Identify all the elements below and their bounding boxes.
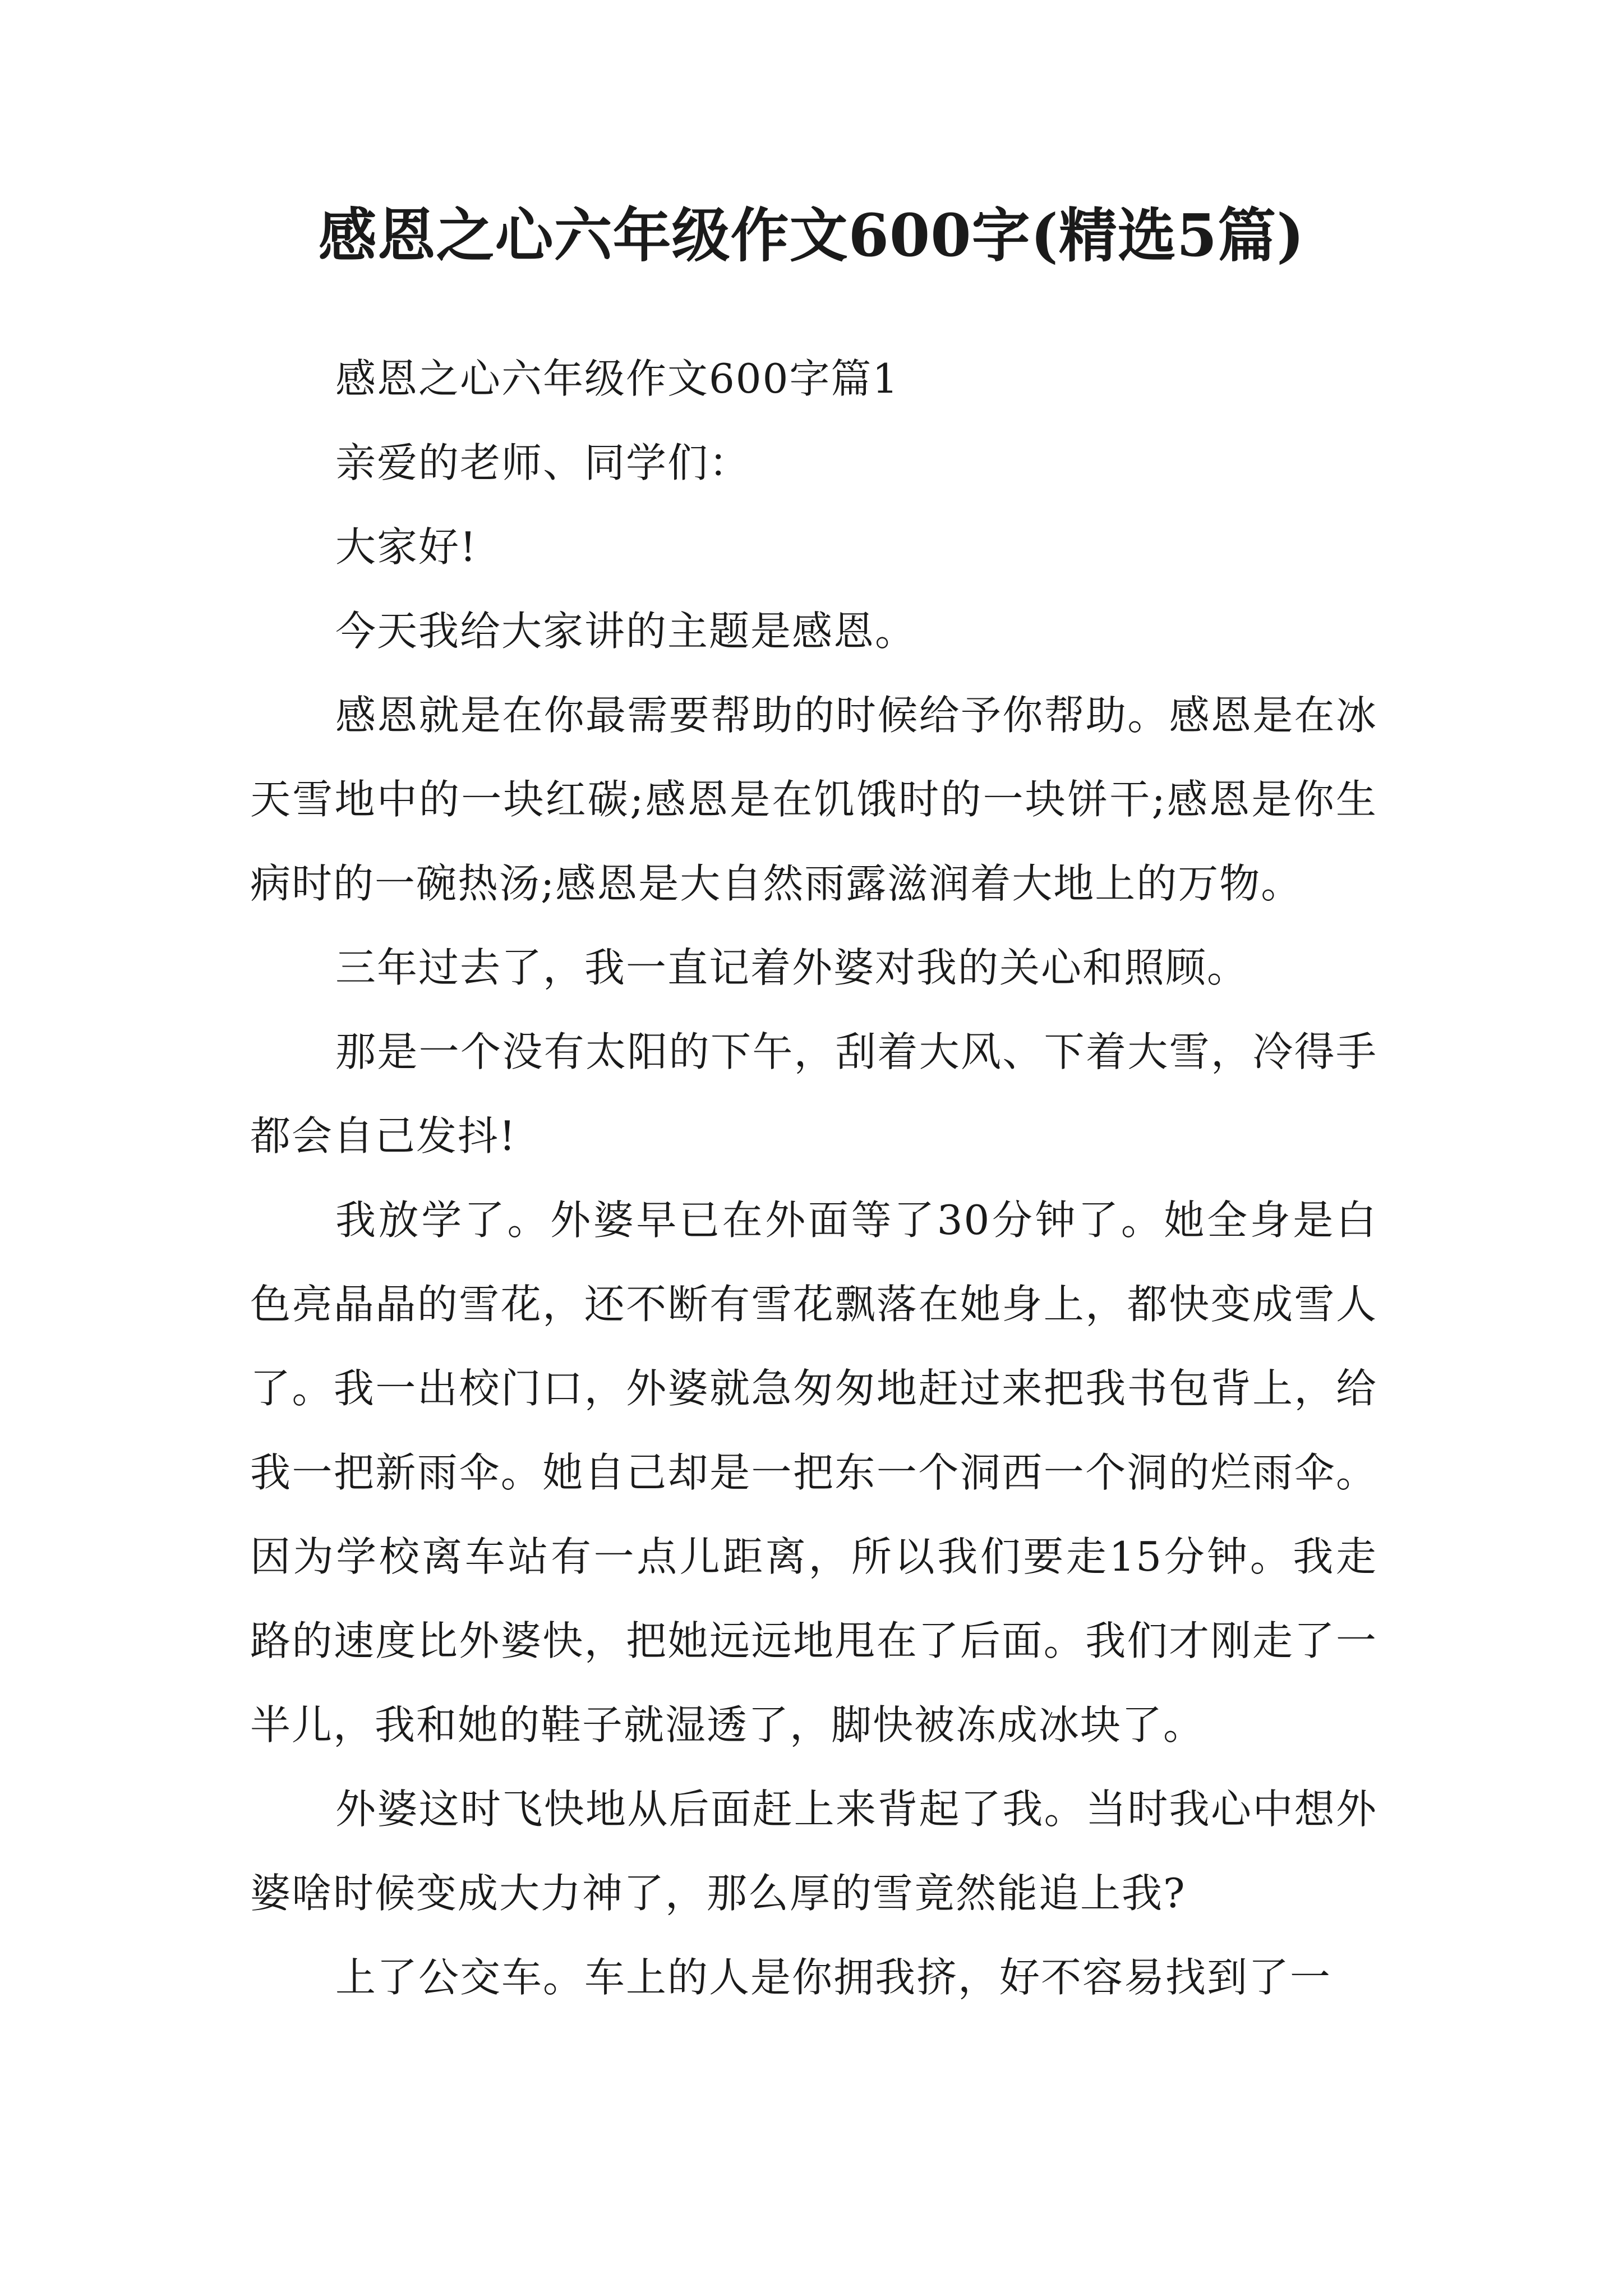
paragraph: 我放学了。外婆早已在外面等了30分钟了。她全身是白色亮晶晶的雪花，还不断有雪花飘落在她身上，都快变成雪人了。我一出校门口，外婆就急匆匆地赶过来把我书包背上，给我一把新雨伞。她自己却是一把东一个洞西一个洞的烂雨伞。因为学校离车站有一点儿距离，所以我们要走15分钟。我走路的速度比外婆快，把她远远地甩在了后面。我们才刚走了一半儿，我和她的鞋子就湿透了，脚快被冻成冰块了。 xyxy=(250,1197,1377,1749)
paragraph: 感恩就是在你最需要帮助的时候给予你帮助。感恩是在冰天雪地中的一块红碳;感恩是在饥饿时的一块饼干;感恩是你生病时的一碗热汤;感恩是大自然雨露滋润着大地上的万物。 xyxy=(250,692,1377,907)
paragraph: 亲爱的老师、同学们： xyxy=(335,439,751,486)
paragraph: 今天我给大家讲的主题是感恩。 xyxy=(335,608,917,655)
paragraph: 三年过去了，我一直记着外婆对我的关心和照顾。 xyxy=(335,944,1249,991)
section-heading: 感恩之心六年级作文600字篇1 xyxy=(335,355,900,402)
paragraph: 上了公交车。车上的人是你拥我挤，好不容易找到了一 xyxy=(335,1954,1332,2001)
document-title: 感恩之心六年级作文600字(精选5篇) xyxy=(318,201,1305,270)
document-body xyxy=(250,337,1377,2019)
paragraph: 外婆这时飞快地从后面赶上来背起了我。当时我心中想外婆啥时候变成大力神了，那么厚的雪竟然能追上我? xyxy=(250,1786,1377,1917)
paragraph: 那是一个没有太阳的下午，刮着大风、下着大雪，冷得手都会自己发抖! xyxy=(250,1028,1377,1159)
paragraph: 大家好! xyxy=(335,523,477,570)
